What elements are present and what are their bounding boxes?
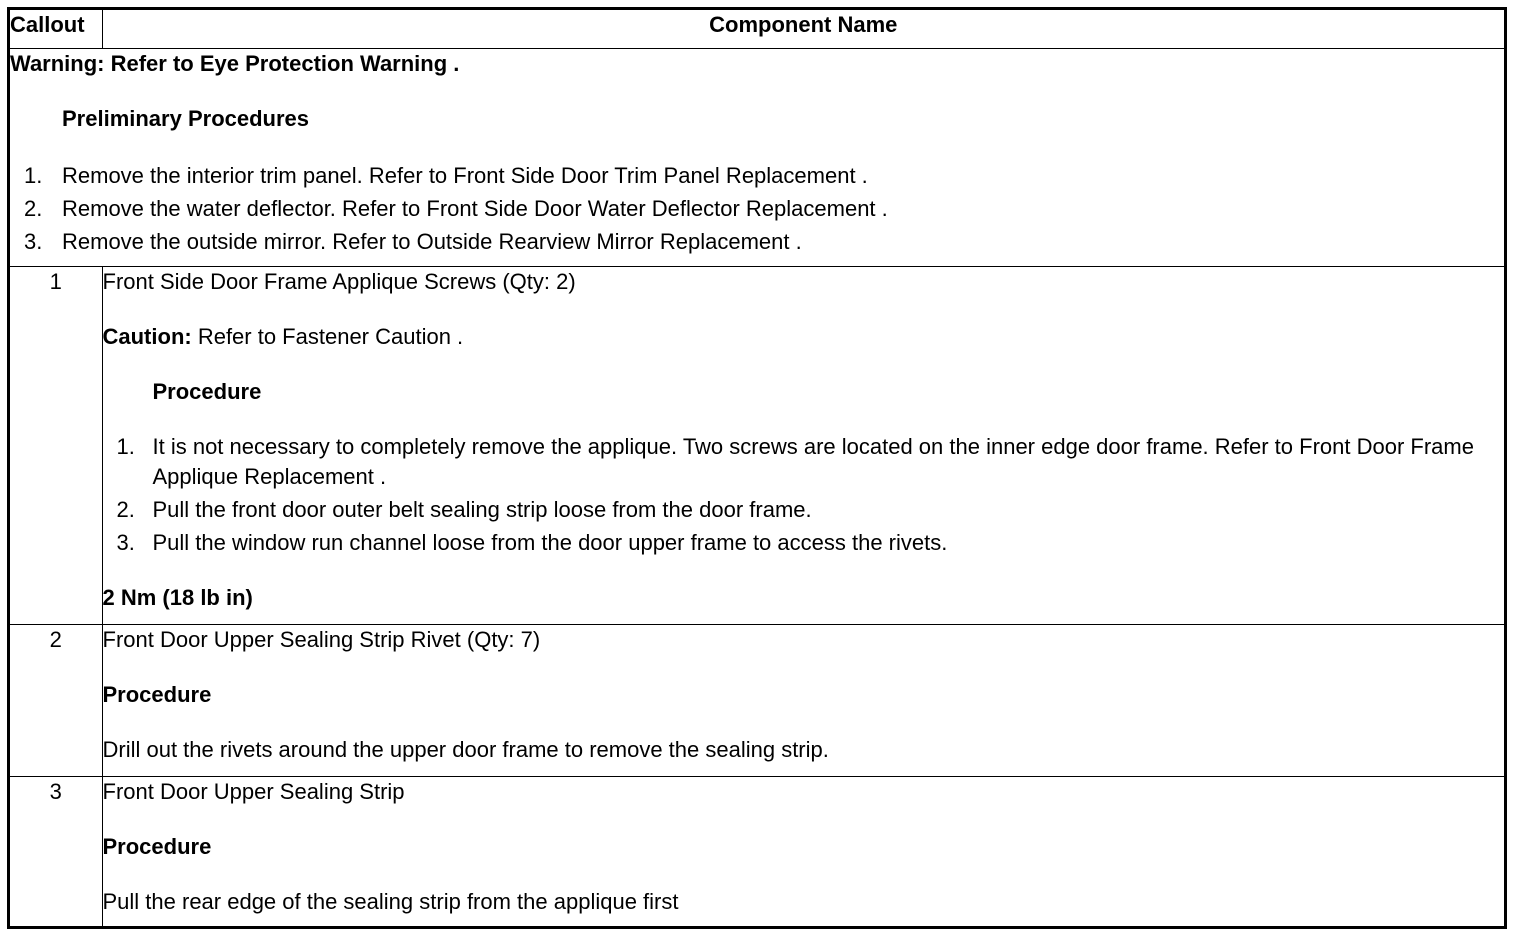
- preliminary-procedures-heading: Preliminary Procedures: [62, 106, 310, 131]
- table-row: [10, 625, 1504, 777]
- eye-protection-warning: Warning: Refer to Eye Protection Warning .: [10, 51, 460, 76]
- component-title: Front Side Door Frame Applique Screws (Qty: 2): [102, 269, 576, 294]
- step-text: Remove the outside mirror. Refer to Outside Rearview Mirror Replacement .: [62, 229, 802, 254]
- list-item: [10, 192, 1504, 225]
- procedure-text: Drill out the rivets around the upper door frame to remove the sealing strip.: [102, 737, 829, 762]
- procedure-heading: Procedure: [102, 682, 212, 707]
- component-title: Front Door Upper Sealing Strip Rivet (Qty: 7): [102, 627, 541, 652]
- list-item: [10, 225, 1504, 258]
- caution-line: [103, 322, 1505, 352]
- table-row: [10, 267, 1504, 625]
- procedure-document: [7, 7, 1507, 929]
- table-row: [10, 777, 1504, 927]
- procedure-steps-list: [103, 432, 1505, 558]
- step-text: It is not necessary to completely remove the applique. Two screws are located on the inner edge door frame. Refer to Front Door Frame Applique Replacement .: [152, 434, 1474, 489]
- callout-number: 3: [10, 777, 102, 927]
- list-item: [103, 495, 1505, 525]
- step-text: Pull the front door outer belt sealing strip loose from the door frame.: [152, 497, 812, 522]
- callout-number: 1: [10, 267, 102, 625]
- list-item: [103, 528, 1505, 558]
- component-cell: [102, 777, 1504, 927]
- component-title: Front Door Upper Sealing Strip: [102, 779, 405, 804]
- callout-header: Callout: [10, 10, 102, 49]
- component-cell: [102, 267, 1504, 625]
- list-item: [10, 159, 1504, 192]
- procedure-text: Pull the rear edge of the sealing strip from the applique first: [102, 889, 679, 914]
- component-table: [10, 10, 1504, 926]
- preliminary-row: [10, 49, 1504, 267]
- step-text: Remove the water deflector. Refer to Front Side Door Water Deflector Replacement .: [62, 196, 888, 221]
- step-text: Remove the interior trim panel. Refer to Front Side Door Trim Panel Replacement .: [62, 163, 868, 188]
- caution-text: Refer to Fastener Caution .: [191, 324, 464, 349]
- step-text: Pull the window run channel loose from the door upper frame to access the rivets.: [152, 530, 948, 555]
- step-number: 3.: [24, 229, 43, 254]
- preliminary-steps-list: [10, 159, 1504, 258]
- preliminary-cell: [10, 49, 1504, 267]
- table-header-row: [10, 10, 1504, 49]
- list-item: [103, 432, 1505, 492]
- step-number: 2.: [116, 497, 135, 522]
- procedure-heading: Procedure: [152, 379, 262, 404]
- torque-spec: 2 Nm (18 lb in): [102, 585, 253, 610]
- component-name-header: Component Name: [102, 10, 1504, 49]
- caution-label: Caution:: [102, 324, 192, 349]
- step-number: 2.: [24, 196, 43, 221]
- step-number: 1.: [24, 163, 43, 188]
- step-number: 3.: [116, 530, 135, 555]
- component-cell: [102, 625, 1504, 777]
- step-number: 1.: [116, 434, 135, 459]
- procedure-heading: Procedure: [102, 834, 212, 859]
- callout-number: 2: [10, 625, 102, 777]
